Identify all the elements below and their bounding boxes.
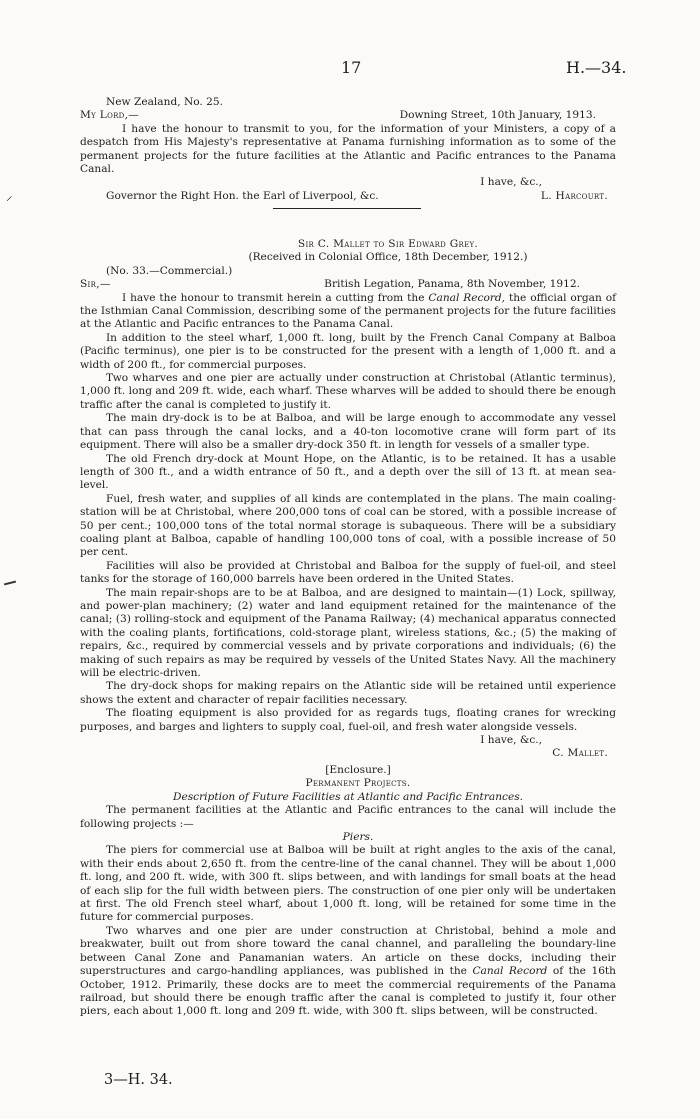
enclosure-intro: The permanent facilities at the Atlantic and Pacific entrances to the canal will include the following projects :— xyxy=(80,804,616,830)
letter2-ref: (No. 33.—Commercial.) xyxy=(106,264,233,277)
letter-mallet xyxy=(80,238,616,761)
enclosure-subtitle: Description of Future Facilities at Atlantic and Pacific Entrances. xyxy=(172,790,524,803)
page-number: 17 xyxy=(341,58,362,77)
footer-reference: 3—H. 34. xyxy=(104,1072,173,1088)
letter2-paragraph: Facilities will also be provided at Christobal and Balboa for the supply of fuel-oil, and steel tanks for the storage of 160,000 barrels have been ordered in the United States. xyxy=(80,559,616,586)
enclosure-title: Permanent Projects. xyxy=(305,777,411,790)
letter1-addressee: Governor the Right Hon. the Earl of Liverpool, &c. xyxy=(106,189,379,202)
letter1-salutation: My Lord,— xyxy=(80,109,140,122)
letter1-body: I have the honour to transmit to you, for the information of your Ministers, a copy of a despatch from His Majesty's representative at Panama furnishing information as to some of the permanent projects for the future facilities at the Atlantic and Pacific entrances to the Panama Canal. xyxy=(80,122,616,176)
enclosure-label: [Enclosure.] xyxy=(325,764,391,776)
letter2-place-date: British Legation, Panama, 8th November, 1912. xyxy=(324,278,580,291)
letter-harcourt xyxy=(80,96,616,203)
letter2-paragraph: Fuel, fresh water, and supplies of all kinds are contemplated in the plans. The main coaling-station will be at Christobal, where 200,000 tons of coal can be stored, with a possible increase of 50 per cent.; 100,000 tons of the total normal storage is subaqueous. There will be a subsidiary coaling plant at Balboa, capable of handling 100,000 tons of coal, with a possible increase of 50 per cent. xyxy=(80,492,616,559)
margin-dash-icon xyxy=(4,581,16,586)
letter2-paragraph: The floating equipment is also provided for as regards tugs, floating cranes for wrecking purposes, and barges and lighters to supply coal, fuel-oil, and fresh water alongside vessels. xyxy=(80,707,616,733)
section-divider xyxy=(273,208,421,209)
letter2-paragraph: The old French dry-dock at Mount Hope, on the Atlantic, is to be retained. It has a usable length of 300 ft., and a width entrance of 50 ft., and a depth over the sill of 13 ft. at mean sea-level. xyxy=(80,452,616,492)
letter2-paragraph-intro: I have the honour to transmit herein a cutting from the Canal Record, the official organ of the Isthmian Canal Commission, describing some of the permanent projects for the future facilities at the Atlantic and Pacific entrances to the Panama Canal. xyxy=(80,291,617,331)
letter2-paragraph: The main dry-dock is to be at Balboa, and will be large enough to accommodate any vessel that can pass through the canal locks, and a 40-ton locomotive crane will form part of its equipment. There will also be a smaller dry-dock 350 ft. in length for vessels of a smaller type. xyxy=(80,412,616,452)
letter1-closing: I have, &c., xyxy=(480,176,542,189)
letter2-paragraph: The dry-dock shops for making repairs on the Atlantic side will be retained until experience shows the extent and character of repair facilities necessary. xyxy=(80,680,616,706)
document-reference: H.—34. xyxy=(566,58,627,77)
letter2-received: (Received in Colonial Office, 18th December, 1912.) xyxy=(248,251,528,264)
enclosure xyxy=(80,764,616,1019)
letter2-paragraph: Two wharves and one pier are actually under construction at Christobal (Atlantic terminus), 1,000 ft. long and 209 ft. wide, each wharf. These wharves will be added to should there be enough traffic after the canal is completed to justify it. xyxy=(80,372,616,411)
letter2-salutation: Sir,— xyxy=(80,278,111,291)
letter1-ref: New Zealand, No. 25. xyxy=(106,96,224,108)
letter2-closing: I have, &c., xyxy=(480,734,542,747)
canal-record-title: Canal Record xyxy=(472,965,548,978)
piers-paragraph: The piers for commercial use at Balboa will be built at right angles to the axis of the canal, with their ends about 2,650 ft. from the centre-line of the canal channel. They will be about 1,000 ft. long, and 200 ft. wide, with 300 ft. slips between, and with landings for small boats at the head of each slip for the full width between piers. The construction of one pier only will be undertaken at first. The old French steel wharf, about 1,000 ft. long, will be retained for some time in the future for commercial purposes. xyxy=(80,844,616,924)
letter2-signature: C. Mallet. xyxy=(552,747,608,760)
margin-mark-icon: ⸝ xyxy=(6,189,13,204)
letter2-title: Sir C. Mallet to Sir Edward Grey. xyxy=(297,238,479,250)
letter1-place-date: Downing Street, 10th January, 1913. xyxy=(399,109,596,122)
letter2-paragraph: In addition to the steel wharf, 1,000 ft. long, built by the French Canal Company at Balboa (Pacific terminus), one pier is to be constructed for the present with a length of 1,000 ft. and a width of 200 ft., for commercial purposes. xyxy=(80,331,616,371)
letter1-signature: L. Harcourt. xyxy=(540,189,608,202)
piers-paragraph: Two wharves and one pier are under construction at Christobal, behind a mole and breakwater, built out from shore toward the canal channel, and paralleling the boundary-line between Canal Zone and Panamanian waters. An article on these docks, including their superstructures and cargo-handling appliances, was published in the Canal Record of the 16th October, 1912. Primarily, these docks are to meet the commercial requirements of the Panama railroad, but should there be enough traffic after the canal is completed to justify it, four other piers, each about 1,000 ft. long and 209 ft. wide, with 300 ft. slips between, will be constructed. xyxy=(80,924,617,1018)
letter2-paragraph: The main repair-shops are to be at Balboa, and are designed to maintain—(1) Lock, spillway, and power-plan machinery; (2) water and land equipment retained for the maintenance of the canal; (3) rolling-stock and equipment of the Panama Railway; (4) mechanical apparatus connected with the coaling plants, fortifications, cold-storage plant, wireless stations, &c.; (5) the making of repairs, &c., required by commercial vessels and by private corporations and individuals; (6) the making of such repairs as may be required by vessels of the United States Navy. All the machinery will be electric-driven. xyxy=(80,586,616,679)
canal-record-title: Canal Record, xyxy=(428,291,506,304)
section-heading-piers: Piers. xyxy=(342,831,374,844)
